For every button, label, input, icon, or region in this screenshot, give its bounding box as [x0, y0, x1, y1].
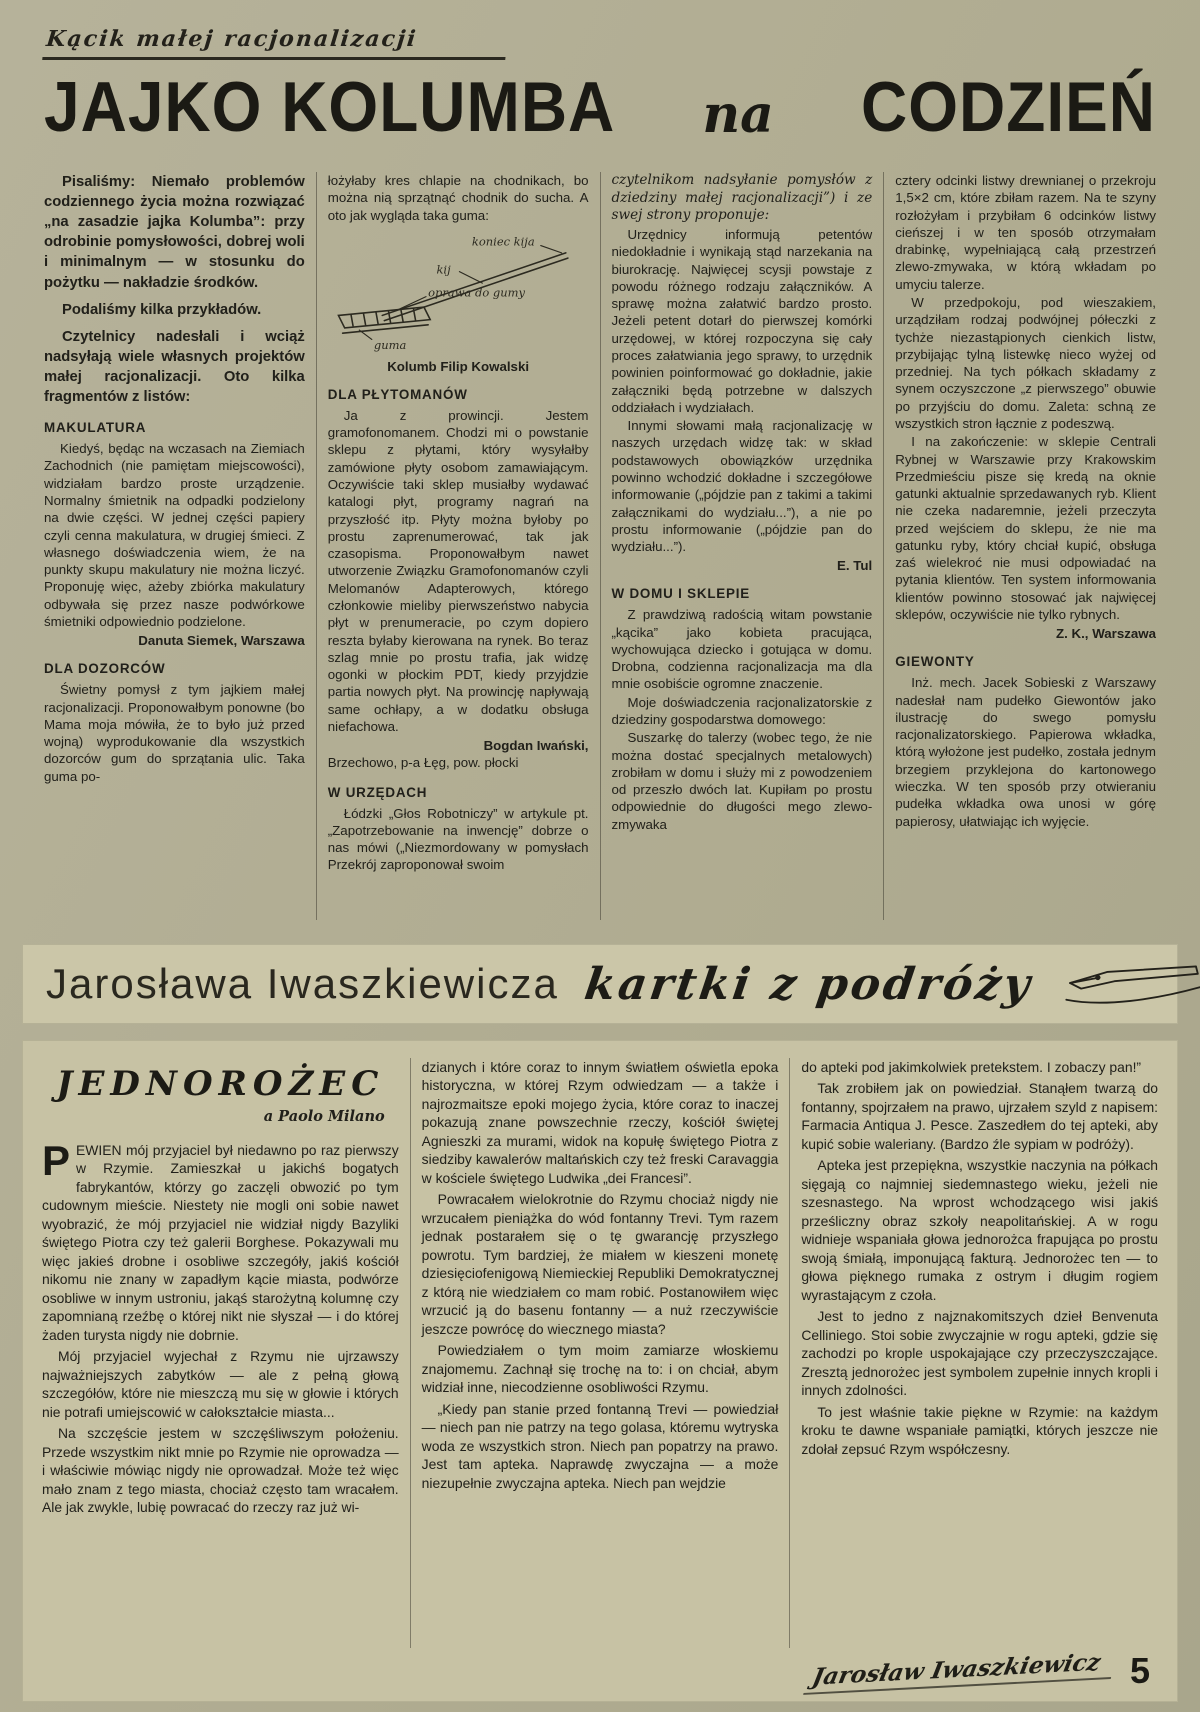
article-section: [22, 1040, 1178, 1702]
article-para: Na szczęście jestem w szczęśliwszym położeniu. Przede wszystkim nikt mnie po Rzymie nie oprowadza — i właściwie mówiąc nigdy nie oprowadzał. Może też więc mało znam z tego miasta, chociaż często tam wracałem. Ale jak zwykle, lubię powracać do rzeczy raz już wi-: [42, 1425, 399, 1516]
top-sig: Danuta Siemek, Warszawa: [138, 633, 305, 649]
top-para: Ja z prowincji. Jestem gramofonomanem. Chodzi mi o powstanie sklepu z płytami, który wysyłałby zamówione płyty osobom zamawiającym. Oczywiście taki sklep musiałby wydawać katalogi płyt, programy nagrań na przyszłość itp. Płyty można byłoby po prostu zaprenumerować, tak jak czasopisma. Proponowałbym nawet utworzenie Związku Gramofonomanów czyli Melomanów Adapterowych, którego członkowie mieliby pierwszeństwo nabycia płyt w prenumeracie, po czym dopiero reszta byłaby kierowana na rynek. Bo teraz szlag mnie po prostu trafia, jak widzę ogonki w płockim PDT, kiedy przyjdzie partia nowych płyt. Na prowincję napływają same ochłapy, a w dodatku obsługa niefachowa.: [327, 407, 589, 734]
article-columns: [42, 1058, 1158, 1648]
squeegee-drawing: [328, 232, 589, 355]
article-para: Jest to jedno z najznakomitszych dzieł Benvenuta Celliniego. Stoi sobie zwyczajnie w rogu apteki, gdzie się zachodzi po krople uspokajające czy przeczyszczające. Zresztą jednorożec jest symbolem zupełnie innych kropli i innych zdolności.: [801, 1308, 1158, 1399]
top-italic: czytelnikom nadsyłanie pomysłów z dziedziny małej racjonalizacji”) i ze swej strony proponuje:: [611, 172, 873, 224]
top-para: Urzędnicy informują petentów niedokładnie i wynikają stąd narzekania na biurokrację. Najwięcej scysji powstaje z powodu różnego rodzaju załączników. A sprawę można załatwić bardzo prosto. Jeżeli petent dotarł do pierwszej komórki urzędowej, w której rozpoczyna się cały proces załatwiania jego sprawy, to urzędnik powinien poinformować go dokładnie, jakie załączniki będą potrzebne w dalszych oddziałach i wydziałach.: [611, 227, 873, 415]
top-heading: W URZĘDACH: [327, 784, 428, 800]
article-dropcap: PEWIEN mój przyjaciel był niedawno po raz pierwszy w Rzymie. Zamieszkał u jakichś bogatych fabrykantów, którzy go zaczęli obwozić po tym cudownym mieście. Niestety nie mogli oni sobie nawet wyobrazić, że mój przyjaciel nie widział nigdy Bazyliki świętego Piotra czy też galerii Borghese. Pokazywali mu więc jakieś drobne i osobliwe szczegóły, jakiś kościół nikomu nie znany w zapadłym kącie miasta, podwórze osobliwe w innym ustroniu, jakąś starożytną kolumnę czy zapomnianą rzeźbę o której nikt nie słyszał — i do której żaden turysta nigdy nie dobrnie.: [42, 1137, 399, 1343]
squeegee-diagram: [328, 232, 589, 355]
top-para: Łódzki „Głos Robotniczy” w artykule pt. „Zapotrzebowanie na inwencję” dobrze o nas mówi („Niezmordowany w pomysłach Przekrój zaproponował swoim: [327, 805, 589, 873]
travel-banner: [22, 944, 1178, 1024]
top-para: I na zakończenie: w sklepie Centrali Rybnej w Warszawie przy Krakowskim Przedmieściu pisze się kredą na oknie gatunki aktualnie sprzedawanych ryb. Klient nie czeka nadaremnie, jeżeli przeczyta przed wejściem do sklepu, że nie ma gatunku ryby, który chciał kupić, obsługa zaś wielekroć nie musi odpowiadać na pytania klientów. Ten system informowania klientów powinno stosować jak najwięcej sklepów, oczywiście nie tylko rybnych.: [895, 434, 1156, 623]
article-noindent: do apteki pod jakimkolwiek pretekstem. I zobaczy pan!”: [801, 1059, 1142, 1075]
top-para: Inż. mech. Jacek Sobieski z Warszawy nadesłał nam pudełko Giewontów jako ilustrację do swego pomysłu racjonalizatorskiego. Papierowa wkładka, którą wyłożone jest pudełko, została jednym brzegiem przyklejona do kartonowego wieczka. W ten sposób przy otwieraniu pudełka wkładka owa unosi w górę papierosy, ułatwiając ich wyjęcie.: [895, 675, 1156, 829]
top-sig: Bogdan Iwański,: [483, 738, 589, 754]
top-lead: Czytelnicy nadesłali i wciąż nadsyłają wiele własnych projektów małej racjonalizacji. Oto kilka fragmentów z listów:: [44, 328, 305, 406]
fountain-pen-icon: [1058, 959, 1200, 1009]
kicker-row: [44, 26, 1156, 60]
drop-cap: P: [42, 1137, 71, 1184]
top-heading: DLA PŁYTOMANÓW: [327, 386, 468, 402]
page-footer: [42, 1648, 1158, 1696]
top-lead: Pisaliśmy: Niemało problemów codziennego życia można rozwiązać „na zasadzie jajka Kolumba”: przy odrobinie pomysłowości, dobrej woli i minimalnym — w stosunku do pożytku — nakładzie środków.: [44, 174, 305, 291]
top-noindent: łożyłaby kres chlapie na chodnikach, bo można nią sprzątnąć chodnik do sucha. A oto jak wygląda taka guma:: [327, 173, 589, 223]
top-para: W przedpokoju, pod wieszakiem, urządziłam rodzaj podwójnej półeczki z tychże niezastąpionych cienkich listw, przybijając tylną listewkę nieco wyżej od przedniej. Na tych półkach składamy z synem oczyszczone „z pierwszego” obuwie po przyjściu do domu. Zaleta: schną ze wszystkich stron łącznie z podeszwą.: [895, 294, 1156, 431]
top-heading: MAKULATURA: [44, 420, 147, 436]
article-column-3: [789, 1058, 1158, 1648]
title-part-1: JAJKO KOLUMBA: [44, 67, 616, 147]
banner-series-title: kartki z podróży: [581, 958, 1036, 1010]
article-para: Tak zrobiłem jak on powiedział. Stanąłem twarzą do fontanny, spojrzałem na prawo, ujrzałem szyld z napisem: Farmacia Antiqua J. Pesce. Zaszedłem do tej apteki, aby kupić sobie waleriany. (Bardzo źle sypiam w podróży).: [801, 1080, 1158, 1152]
top-caption: Kolumb Filip Kowalski: [387, 358, 530, 374]
article-para: Powracałem wielokrotnie do Rzymu chociaż nigdy nie wrzucałem pieniążka do wód fontanny Trevi. Tym razem jednak postarałem się o tę gwarancję przyszłego powrotu. Tym bardziej, że miałem w kieszeni monetę dziesięciofenigową Niemieckiej Republiki Demokratycznej z którą nie wiedziałem co mam robić. Postanowiłem więc wrzucić ją do basenu fontanny — a nuż rzeczywiście jeszcze powrócę do wiecznego miasta?: [421, 1191, 779, 1337]
author-signature: Jarosław Iwaszkiewicz: [803, 1648, 1117, 1695]
article-column-2: [410, 1058, 790, 1648]
top-para: Moje doświadczenia racjonalizatorskie z dziedziny gospodarstwa domowego:: [611, 694, 873, 728]
top-para: Z prawdziwą radością witam powstanie „kącika” jako kobieta pracująca, wychowująca dziecko i gotująca w domu. Drobna, codzienna racjonalizacja ma dla mnie osobiście ogromne znaczenie.: [611, 607, 873, 692]
top-column-3: [600, 172, 884, 920]
article-para: To jest właśnie takie piękne w Rzymie: na każdym kroku te dawne wspaniałe pamiątki, których jeszcze nie zdołał zepsuć Rzym współczesny.: [801, 1403, 1158, 1457]
article-para: Mój przyjaciel wyjechał z Rzymu nie ujrzawszy najważniejszych zabytków — ale z pełną głową szczegółów, które nie mieszczą mu się w głowie i których nie potrafi umiejscowić w całokształcie miasta...: [42, 1348, 399, 1420]
page-title: [44, 67, 1156, 147]
top-columns: [44, 172, 1156, 920]
article-column-1: [42, 1058, 410, 1648]
top-heading: DLA DOZORCÓW: [44, 661, 166, 677]
top-para: Kiedyś, będąc na wczasach na Ziemiach Zachodnich (nie pamiętam miejscowości), widziałam bardzo proste urządzenie. Normalny śmietnik na odpadki podzielony na dwie części. W jednej części papiery czyli cenna makulatura, w drugiej śmieci. Z własnego doświadczenia wiem, że na punkty skupu makulatury nie można liczyć. Proponuję więc, ażeby zbiórka makulatury odbywała się przez nasze podwórkowe śmietniki odpowiednio podzielone.: [44, 441, 305, 630]
top-para: Innymi słowami małą racjonalizację w naszych urzędach widzę tak: w skład podstawowych obowiązków urzędnika powinno wchodzić dokładne i szczegółowe informowanie („pójdzie pan z takimi a takimi załącznikami do wydziału...”), a nie po prostu informowanie („pójdzie pan do wydziału...”).: [611, 418, 873, 555]
top-column-4: [883, 172, 1156, 920]
page-number: 5: [1129, 1650, 1150, 1691]
top-para: Suszarkę do talerzy (wobec tego, że nie można dostać specjalnych metalowych) zrobiłam w domu i służy mi z powodzeniem od przeszło dwóch lat. Kupiłam po prostu odpowiednie do długości mego zlewo-zmywaka: [611, 730, 873, 832]
top-column-2: [316, 172, 600, 920]
label-frame: oprawa do gumy: [427, 285, 525, 300]
label-stick: kij: [436, 262, 451, 277]
top-sig: E. Tul: [837, 558, 873, 574]
article-art-title: JEDNOROŻEC: [56, 1064, 385, 1104]
top-sig: Z. K., Warszawa: [1056, 626, 1156, 642]
top-lead: Podaliśmy kilka przykładów.: [62, 301, 262, 318]
label-rubber: guma: [373, 337, 407, 352]
banner-author-name: Jarosława Iwaszkiewicza: [46, 960, 559, 1007]
article-para: Powiedziałem o tym moim zamiarze włoskiemu znajomemu. Zachnął się trochę na to: i on chciał, abym widział inne, niecodzienne osobliwości Rzymu.: [421, 1342, 779, 1396]
top-noindent: cztery odcinki listwy drewnianej o przekroju 1,5×2 cm, które zbiłam razem. Na te szyny rozłożyłam i przybiłam 6 odcinków listwy cieńszej i w ten sposób otrzymałam drabinkę, wypełniającą całą przestrzeń zlewo-zmywaka, w którą wkładam po umyciu talerze.: [895, 173, 1156, 292]
title-connector: na: [702, 84, 774, 145]
top-column-1: [44, 172, 316, 920]
article-para: Apteka jest przepiękna, wszystkie naczynia na półkach sięgają co najmniej siedemnastego wieku, jeżeli nie szesnastego. Na wprost wchodzącego wisi jakiś prześliczny obraz szkoły neapolitańskiej. A w rogu widnieje wspaniała głowa jednorożca frapująca po prostu swoją śmiałą, imponującą fakturą. Jednorożec ten — to głowa pięknego rumaka z ostrym i długim rogiem wyrastającym z czoła.: [801, 1157, 1158, 1303]
title-part-2: CODZIEŃ: [861, 67, 1156, 147]
article-attribution: a Paolo Milano: [263, 1108, 385, 1125]
label-stick-tip: koniec kija: [471, 234, 535, 249]
top-noindent: Brzechowo, p-a Łęg, pow. płocki: [327, 755, 519, 771]
article-noindent: dzianych i które coraz to innym światłem oświetla epoka historyczna, w której Rzym odwiedzam — a także i najrozmaitsze epoki mojego życia, które coraz to inaczej pokazują znane powszechnie rzeczy, kościół świętej Agnieszki za murami, widok na kopułę świętego Piotra z siedziby kawalerów maltańskich czy też freski Caravaggia w kościele świętego Ludwika „dei Francesi”.: [421, 1059, 779, 1186]
section-kicker: Kącik małej racjonalizacji: [42, 26, 509, 60]
top-para: Świetny pomysł z tym jajkiem małej racjonalizacji. Proponowałbym ponowne (bo Mama moja mówiła, że to było już przed wojną) wyprodukowanie dla wszystkich dozorców gum do sprzątania ulic. Taka guma po-: [44, 682, 305, 784]
top-heading: GIEWONTY: [895, 654, 975, 670]
top-heading: W DOMU I SKLEPIE: [611, 586, 751, 602]
article-para: „Kiedy pan stanie przed fontanną Trevi — powiedział — niech pan nie patrzy na tego golasa, któremu wytryska woda ze wszystkich stron. Niech pan popatrzy na prawo. Jest tam apteka. Naprawdę zwyczajna — a może niezupełnie zwyczajna apteka. Niech pan wejdzie: [421, 1400, 779, 1491]
